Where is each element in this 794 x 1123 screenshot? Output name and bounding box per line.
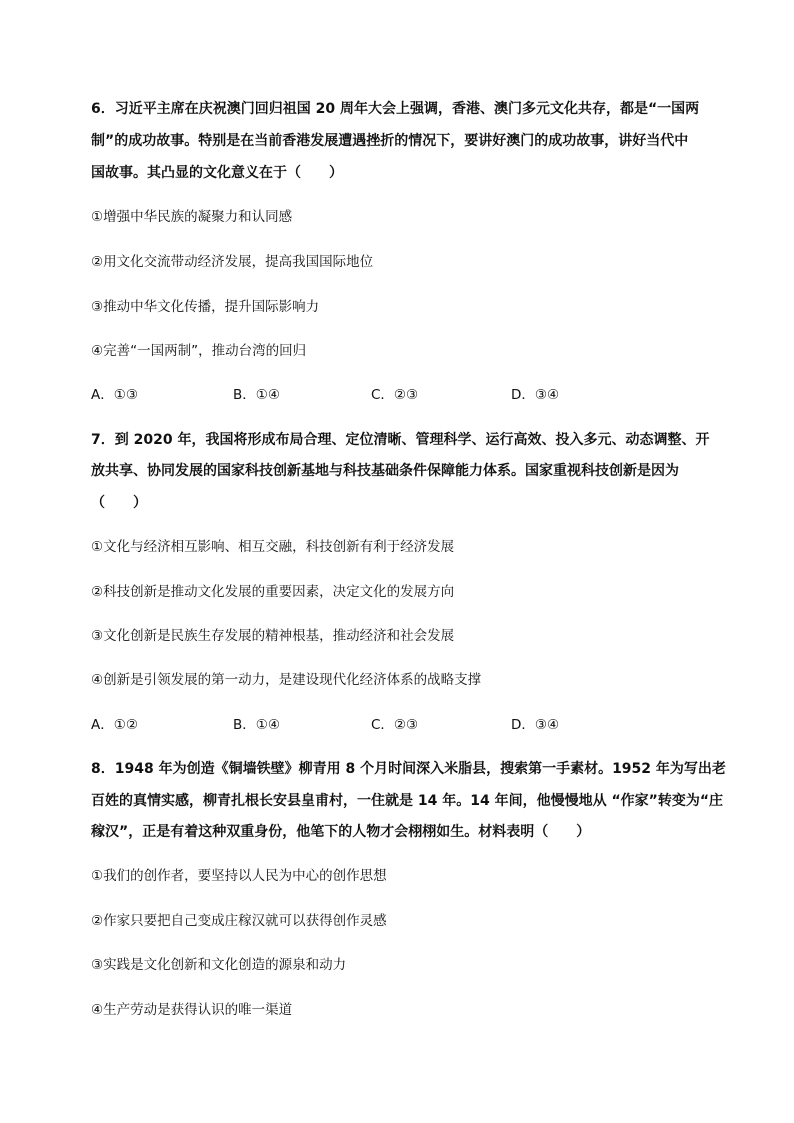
q7-stem-line-1: 7．到 2020 年，我国将形成布局合理、定位清晰、管理科学、运行高效、投入多元、动态调整、开	[91, 432, 710, 448]
q6-stem-line-3: 国故事。其凸显的文化意义在于（ ）	[91, 165, 343, 181]
q7-choice-a: A．①②	[91, 717, 138, 733]
q7-choice-c: C．②③	[371, 717, 419, 733]
q7-choice-d: D．③④	[511, 717, 560, 733]
q7-option-4: ④创新是引领发展的第一动力，是建设现代化经济体系的战略支撑	[91, 672, 482, 688]
q8-stem-line-1: 8．1948 年为创造《铜墙铁壁》柳青用 8 个月时间深入米脂县，搜索第一手素材。1952 年为写出老	[91, 761, 726, 777]
q6-choice-d: D．③④	[511, 387, 560, 403]
q7-choices	[91, 715, 611, 735]
q8-option-2: ②作家只要把自己变成庄稼汉就可以获得创作灵感	[91, 913, 387, 929]
q6-choices	[91, 385, 611, 405]
q7-option-1: ①文化与经济相互影响、相互交融，科技创新有利于经济发展	[91, 539, 455, 555]
q6-choice-a: A．①③	[91, 387, 138, 403]
q8-stem-line-2: 百姓的真情实感，柳青扎根长安县皇甫村，一住就是 14 年。14 年间，他慢慢地从 “作家”转变为“庄	[91, 793, 724, 809]
q7-option-3: ③文化创新是民族生存发展的精神根基，推动经济和社会发展	[91, 628, 455, 644]
q6-option-3: ③推动中华文化传播，提升国际影响力	[91, 299, 320, 315]
q8-stem-line-3: 稼汉”，正是有着这种双重身份，他笔下的人物才会栩栩如生。材料表明（ ）	[91, 824, 591, 840]
q6-choice-b: B．①④	[233, 387, 280, 403]
q7-stem-line-2: 放共享、协同发展的国家科技创新基地与科技基础条件保障能力体系。国家重视科技创新是因为	[91, 463, 679, 479]
q6-option-2: ②用文化交流带动经济发展，提高我国国际地位	[91, 254, 374, 270]
q6-stem-line-2: 制”的成功故事。特别是在当前香港发展遭遇挫折的情况下，要讲好澳门的成功故事，讲好当代中	[91, 133, 689, 149]
q6-choice-c: C．②③	[371, 387, 419, 403]
q6-option-1: ①增强中华民族的凝聚力和认同感	[91, 209, 293, 225]
q8-option-1: ①我们的创作者，要坚持以人民为中心的创作思想	[91, 868, 387, 884]
q6-option-4: ④完善“一国两制”，推动台湾的回归	[91, 343, 307, 359]
q7-choice-b: B．①④	[233, 717, 280, 733]
q8-option-3: ③实践是文化创新和文化创造的源泉和动力	[91, 957, 347, 973]
q6-stem-line-1: 6．习近平主席在庆祝澳门回归祖国 20 周年大会上强调，香港、澳门多元文化共存，都是“一国两	[91, 101, 700, 117]
q7-option-2: ②科技创新是推动文化发展的重要因素，决定文化的发展方向	[91, 584, 455, 600]
q8-option-4: ④生产劳动是获得认识的唯一渠道	[91, 1002, 293, 1018]
q7-stem-line-3: （ ）	[91, 495, 147, 511]
